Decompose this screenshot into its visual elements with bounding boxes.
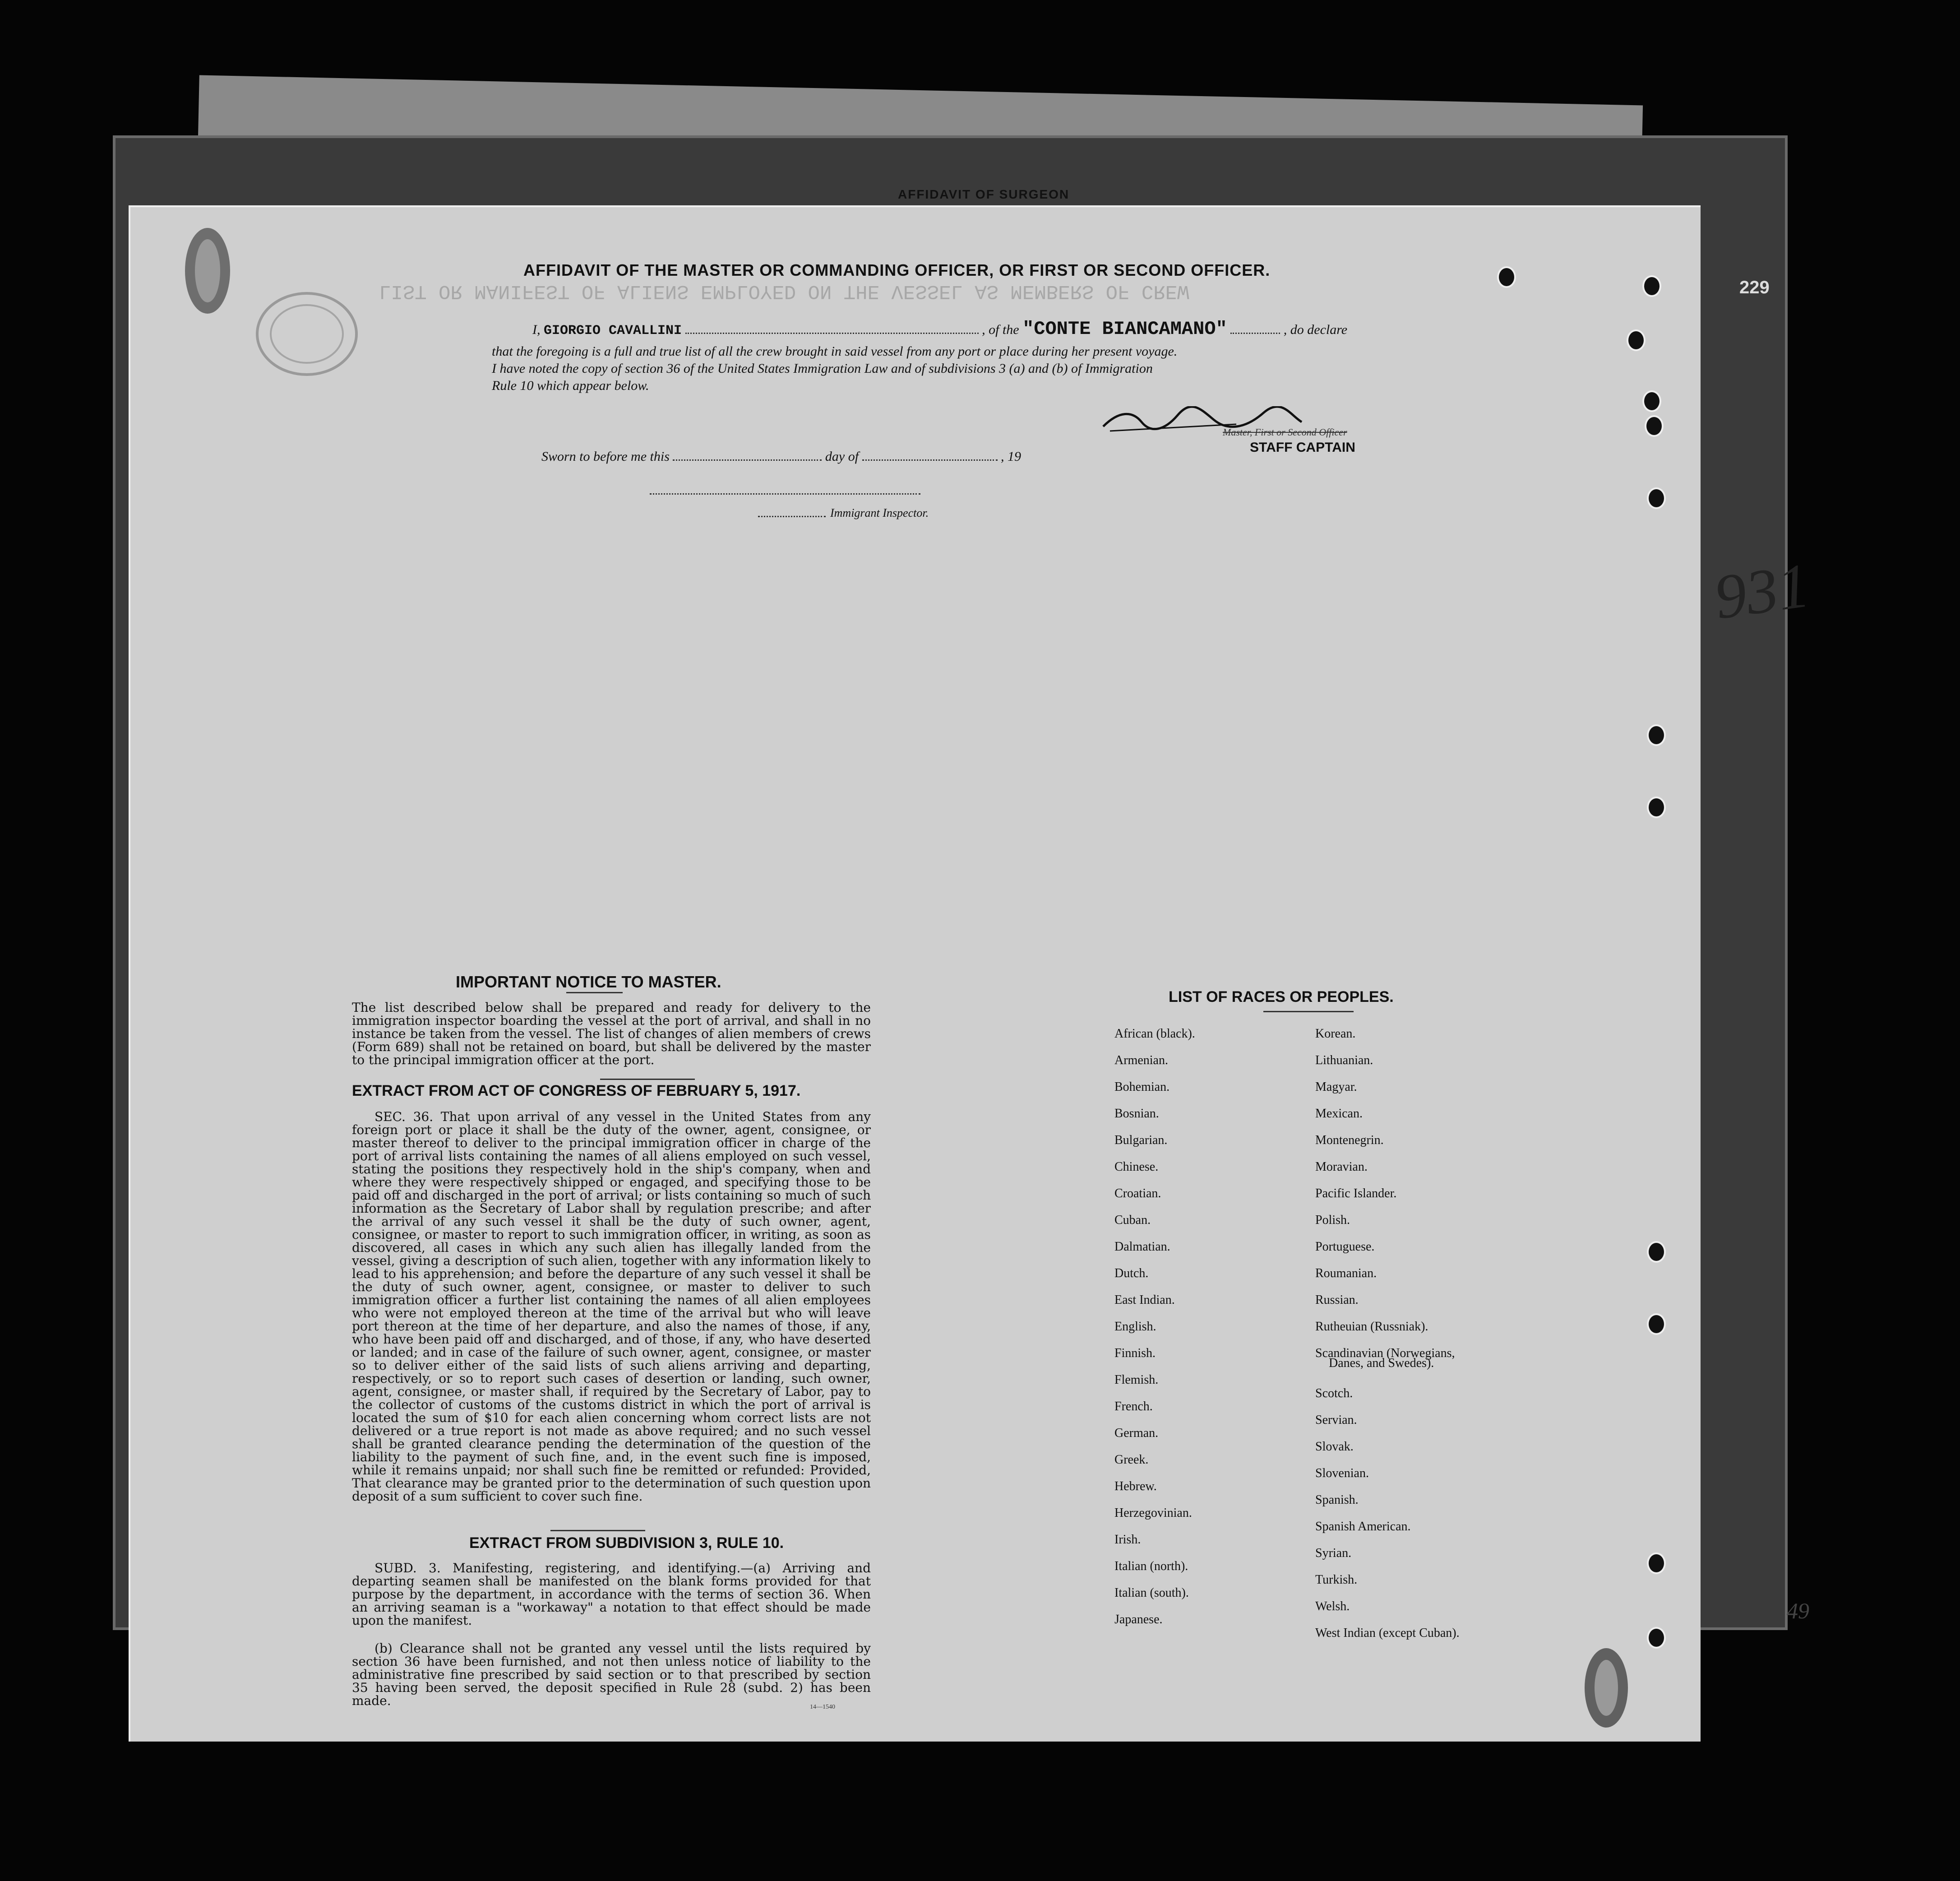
race-item: Montenegrin.: [1315, 1133, 1384, 1147]
race-item: Japanese.: [1114, 1612, 1163, 1626]
race-item: Scandinavian (Norwegians,: [1315, 1346, 1455, 1360]
race-item: Bohemian.: [1114, 1080, 1170, 1094]
race-item: English.: [1114, 1320, 1156, 1334]
fill-line: [1230, 328, 1280, 334]
binder-hole: [1647, 1241, 1666, 1263]
binder-hole: [1647, 797, 1666, 818]
bleed-through-heading: LIST OR MANIFEST OF ALIENS EMPLOYED ON THE VESSEL AS MEMBERS OF CREW: [379, 280, 1189, 302]
race-item: Armenian.: [1114, 1053, 1168, 1067]
binding-stain-bottom: [1579, 1643, 1633, 1733]
race-item: Herzegovinian.: [1114, 1506, 1192, 1520]
inspector-label: Immigrant Inspector.: [830, 506, 929, 519]
race-item: Servian.: [1315, 1413, 1357, 1427]
races-title: LIST OF RACES OR PEOPLES.: [1169, 988, 1394, 1005]
day-label: day of: [825, 449, 859, 464]
binder-hole: [1647, 724, 1666, 746]
binder-hole: [1647, 1313, 1666, 1335]
officer-name: GIORGIO CAVALLINI: [544, 323, 682, 338]
race-item: Magyar.: [1315, 1080, 1357, 1094]
race-item: Italian (south).: [1114, 1586, 1189, 1600]
race-item: Moravian.: [1315, 1160, 1368, 1174]
binder-hole: [1497, 266, 1516, 288]
binder-hole: [1642, 275, 1661, 297]
race-item: Croatian.: [1114, 1186, 1161, 1200]
inspector-line: [758, 505, 826, 521]
race-item: Italian (north).: [1114, 1559, 1188, 1573]
fill-line: [650, 489, 920, 495]
binding-stain: [180, 221, 235, 320]
race-item: Chinese.: [1114, 1160, 1159, 1174]
race-item: French.: [1114, 1399, 1153, 1413]
race-item: Dutch.: [1114, 1266, 1149, 1280]
act-title: EXTRACT FROM ACT OF CONGRESS OF FEBRUARY 5, 1917.: [352, 1082, 801, 1099]
race-item: Dalmatian.: [1114, 1240, 1170, 1254]
handwritten-number: 931: [1710, 550, 1814, 633]
binder-hole: [1642, 390, 1661, 412]
page-number: 229: [1739, 278, 1770, 297]
back-sheet-header: AFFIDAVIT OF SURGEON: [898, 187, 1070, 201]
race-item: East Indian.: [1114, 1293, 1175, 1307]
sworn-line: [541, 449, 1021, 464]
race-item: Polish.: [1315, 1213, 1350, 1227]
binder-hole: [1647, 1552, 1666, 1574]
section-divider: [550, 1530, 645, 1531]
binder-hole: [1647, 1627, 1666, 1649]
fill-line: [685, 328, 979, 334]
rule-text-b: (b) Clearance shall not be granted any vessel until the lists required by section 36 have been furnished, and not then unless notice of liability to the administrative fine prescribed by said section or to that prescribed by section 35 having been served, the deposit specified in Rule 28 (subd. 2) has been made.: [352, 1641, 871, 1708]
rule-text-a: SUBD. 3. Manifesting, registering, and identifying.—(a) Arriving and departing seamen shall be manifested on the blank forms provided for that purpose by the department, in accordance with the terms of section 36. When an arriving seaman is a "workaway" a notation to that effect should be made upon the manifest.: [352, 1561, 871, 1628]
race-item: Spanish American.: [1315, 1520, 1411, 1534]
race-item: Turkish.: [1315, 1573, 1358, 1587]
race-item: Cuban.: [1114, 1213, 1151, 1227]
section-divider: [600, 1079, 695, 1080]
of-the-label: , of the: [982, 322, 1019, 337]
race-item: Mexican.: [1315, 1107, 1363, 1121]
declaration-line-4: Rule 10 which appear below.: [492, 378, 649, 393]
form-code: 14—1540: [810, 1704, 835, 1710]
handwritten-margin-note: 49: [1787, 1598, 1809, 1623]
inspector-blank: [650, 483, 920, 498]
declaration-line-2: that the foregoing is a full and true list of all the crew brought in said vessel from any port or place during her present voyage.: [492, 344, 1178, 359]
binder-hole: [1627, 329, 1646, 351]
race-item: Finnish.: [1114, 1346, 1156, 1360]
race-item: Hebrew.: [1114, 1479, 1157, 1493]
i-label: I,: [532, 322, 541, 337]
year-label: , 19: [1001, 449, 1022, 464]
declaration-line-1: [532, 318, 1347, 340]
race-item: Rutheuian (Russniak).: [1315, 1320, 1428, 1334]
struck-officer-title: Master, First or Second Officer: [1223, 426, 1347, 438]
affidavit-title: AFFIDAVIT OF THE MASTER OR COMMANDING OFFICER, OR FIRST OR SECOND OFFICER.: [523, 261, 1271, 279]
race-item: Slovak.: [1315, 1440, 1354, 1454]
staff-captain-title: STAFF CAPTAIN: [1250, 440, 1355, 455]
race-item: Pacific Islander.: [1315, 1186, 1397, 1200]
race-item: Portuguese.: [1315, 1240, 1375, 1254]
race-item: Lithuanian.: [1315, 1053, 1373, 1067]
declaration-line-3: I have noted the copy of section 36 of the United States Immigration Law and of subdivisions 3 (a) and (b) of Immigration: [492, 361, 1153, 376]
affidavit-page: [129, 205, 1701, 1742]
binder-hole: [1645, 415, 1664, 437]
race-item: West Indian (except Cuban).: [1315, 1626, 1460, 1640]
notice-text: The list described below shall be prepared and ready for delivery to the immigration inspector boarding the vessel at the port of arrival, and shall in no instance be taken from the vessel. The list of changes of alien members of crews (Form 689) shall not be retained on board, but shall be delivered by the master to the principal immigration officer at the port.: [352, 1000, 871, 1067]
race-item: German.: [1114, 1426, 1159, 1440]
race-item: Korean.: [1315, 1027, 1356, 1041]
race-item: Welsh.: [1315, 1599, 1350, 1613]
race-item: Slovenian.: [1315, 1466, 1369, 1480]
race-item: Flemish.: [1114, 1373, 1159, 1387]
race-continuation: Danes, and Swedes).: [1329, 1356, 1434, 1370]
act-text: SEC. 36. That upon arrival of any vessel in the United States from any foreign port or place it shall be the duty of the owner, agent, consignee, or master thereof to deliver to the principal immigration officer in charge of the port of arrival lists containing the names of all aliens employed on such vessel, stating the positions they respectively hold in the ship's company, when and where they were respectively shipped or engaged, and specifying those to be paid off and discharged in the port of arrival; or lists containing so much of such information as the Secretary of Labor shall by regulation prescribe; and after the arrival of any such vessel it shall be the duty of such owner, agent, consignee, or master to report to such immigration officer, in writing, as soon as discovered, all cases in which any such alien has illegally landed from the vessel, giving a description of such alien, together with any information likely to lead to his apprehension; and before the departure of any such vessel it shall be the duty of such owner, agent, consignee, or master to deliver to such immigration officer a further list containing the names of all alien employees who were not employed thereon at the time of the arrival but who will leave port thereon at the time of her departure, and also the names of those, if any, who have been paid off and discharged, and of those, if any, who have deserted or landed; and in case of the failure of such owner, agent, consignee, or master so to deliver either of the said lists of such aliens arriving and departing, respectively, or so to report such cases of desertion or landing, such owner, agent, consignee, or master shall, if required by the Secretary of Labor, pay to the collector of customs of the customs district in which the port of arrival is located the sum of $10 for each alien concerning whom correct lists are not delivered or a true report is not made as above required; and no such vessel shall be granted clearance pending the determination of the question of the liability to the payment of such fine, and, in the event such fine is imposed, while it remains unpaid; nor shall such fine be remitted or refunded: Provided, That clearance may be granted prior to the determination of such question upon deposit of a sum sufficient to cover such fine.: [352, 1109, 871, 1504]
fill-line: [862, 455, 998, 461]
race-item: Bosnian.: [1114, 1107, 1159, 1121]
races-divider: [1263, 1011, 1354, 1012]
binder-hole: [1647, 487, 1666, 509]
rule-title: EXTRACT FROM SUBDIVISION 3, RULE 10.: [469, 1534, 784, 1552]
notice-title: IMPORTANT NOTICE TO MASTER.: [456, 973, 721, 991]
fill-line: [758, 511, 826, 517]
vessel-name: "CONTE BIANCAMANO": [1022, 318, 1227, 340]
race-item: Roumanian.: [1315, 1266, 1377, 1280]
fill-line: [673, 455, 822, 461]
race-item: Syrian.: [1315, 1546, 1352, 1560]
race-item: African (black).: [1114, 1027, 1195, 1041]
race-item: Scotch.: [1315, 1386, 1353, 1400]
race-item: Russian.: [1315, 1293, 1359, 1307]
race-item: Bulgarian.: [1114, 1133, 1168, 1147]
sworn-label: Sworn to before me this: [541, 449, 670, 464]
declare-label: , do declare: [1283, 322, 1348, 337]
notice-underline: [566, 992, 623, 993]
race-item: Spanish.: [1315, 1493, 1359, 1507]
race-item: Greek.: [1114, 1453, 1149, 1467]
race-item: Irish.: [1114, 1533, 1141, 1547]
official-seal: [253, 289, 361, 379]
